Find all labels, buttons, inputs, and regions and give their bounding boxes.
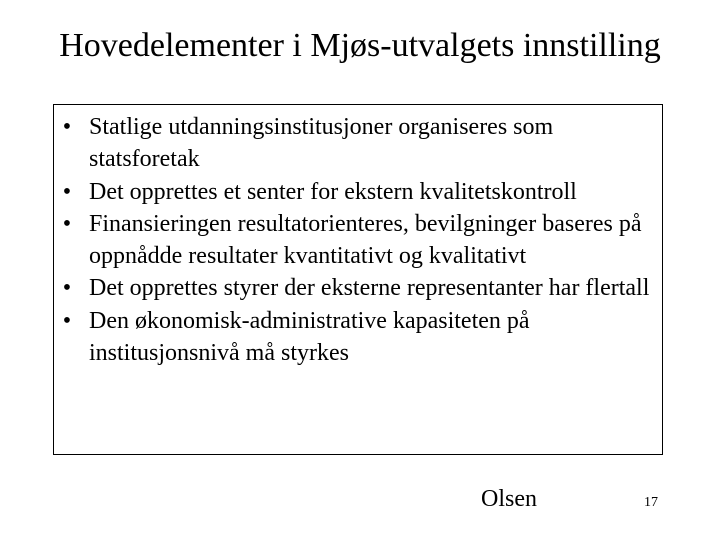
bullet-list bbox=[54, 111, 664, 369]
bullet-text: Den økonomisk-administrative kapasiteten på institusjonsnivå må styrkes bbox=[89, 307, 530, 367]
bullet-item bbox=[54, 305, 664, 370]
bullet-item bbox=[54, 111, 664, 176]
bullet-item bbox=[54, 208, 664, 273]
bullet-item bbox=[54, 272, 664, 304]
bullet-text: Det opprettes et senter for ekstern kvalitetskontroll bbox=[89, 178, 577, 205]
bullet-text: Det opprettes styrer der eksterne representanter har flertall bbox=[89, 275, 650, 302]
bullet-text: Finansieringen resultatorienteres, bevilgninger baseres på oppnådde resultater kvantitativt og kvalitativt bbox=[89, 210, 642, 270]
bullet-icon: • bbox=[62, 210, 72, 237]
bullet-icon: • bbox=[62, 114, 72, 140]
content-box bbox=[53, 104, 663, 455]
bullet-icon: • bbox=[62, 275, 72, 302]
bullet-item bbox=[54, 176, 664, 208]
footer-author: Olsen bbox=[481, 486, 537, 512]
bullet-icon: • bbox=[62, 178, 72, 205]
bullet-text: Statlige utdanningsinstitusjoner organiseres som statsforetak bbox=[89, 114, 554, 173]
bullet-icon: • bbox=[62, 307, 72, 334]
slide-title: Hovedelementer i Mjøs-utvalgets innstilling bbox=[59, 27, 661, 64]
page-number: 17 bbox=[644, 495, 658, 510]
